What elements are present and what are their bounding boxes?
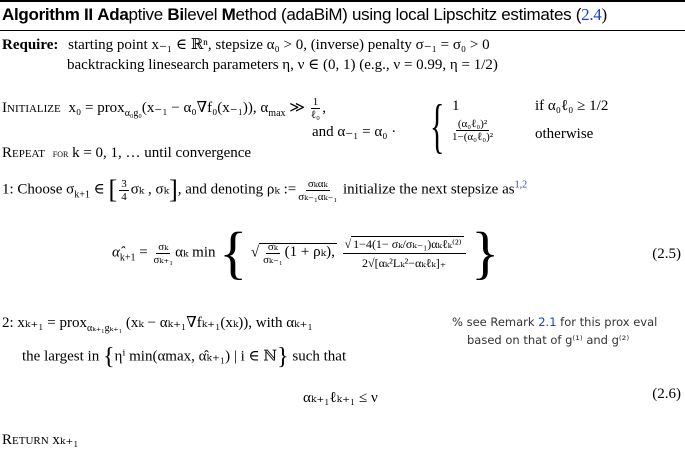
repeat-text: k = 0, 1, … until convergence (72, 145, 252, 161)
frac-den: 4 (121, 190, 127, 203)
require-text-2: backtracking linesearch parameters η, ν ∈ (0, 1) (e.g., ν = 0.99, η = 1/2) (67, 57, 498, 73)
comment-line2: based on that of g⁽¹⁾ and g⁽²⁾ (467, 333, 630, 347)
frac-den: σₖ₋₁αₖ₋₁ (298, 190, 338, 203)
rho-fraction (298, 178, 337, 203)
frac-num: 1 (312, 96, 319, 108)
repeat-line (2, 145, 251, 162)
step2-rest: (xₖ − αₖ₊₁∇fₖ₊₁(xₖ)), with αₖ₊₁ (122, 315, 313, 331)
initialize-line: Initialize x₀ = prox$_{\alpha_0g_0}$(x₋₁ − α₀∇f₀(x₋₁)), $\alpha_{max}$ ≫ $\frac{1}{\text{ℓ₀}}$ , (2, 96, 326, 121)
title-part: M (221, 5, 236, 24)
gg-symbol: ≫ (285, 99, 309, 116)
step1-denoting: , and denoting ρₖ := (177, 181, 297, 198)
initialize-label: Initialize (2, 99, 61, 116)
min-text: αₖ min (175, 244, 216, 261)
sqrt-content: 1−4(1− σₖ/σₖ₋₁)αₖℓₖ⁽²⁾ (353, 236, 462, 251)
equation-2-6: αₖ₊₁ℓₖ₊₁ ≤ ν (303, 390, 378, 406)
largest-text: the largest in (22, 348, 100, 365)
equation-ref-link[interactable]: 2.4 (581, 5, 602, 24)
equals: = (135, 244, 152, 261)
frac-den: σₖ₊₁ (153, 253, 174, 266)
return-line (2, 430, 79, 449)
repeat-label: Repeat (2, 145, 46, 161)
return-label: Return (2, 432, 49, 448)
second-term (343, 235, 466, 272)
case1-condition: if α₀ℓ₀ ≥ 1/2 (535, 98, 609, 114)
alpha-max-sub: max (268, 107, 286, 119)
prox-sub: αₖ₊₁gₖ₊₁ (87, 323, 123, 334)
frac-den: ℓ₀ (310, 109, 321, 121)
step2-line2: the largest in {ηⁱ min(αmax, α̂ₖ₊₁) | i ∈ ℕ} such that (22, 344, 347, 370)
three-quarters (119, 178, 129, 203)
step1-interval: σₖ , σₖ (130, 181, 170, 198)
frac-num: σₖ (158, 240, 169, 253)
title-label: Algorithm II (2, 5, 93, 24)
init-fraction (311, 96, 321, 121)
comment-text: for this prox eval (556, 315, 658, 329)
frac-den: 1−(α₀ℓ₀)² (452, 131, 494, 143)
frac-num: σₖαₖ (307, 177, 328, 190)
step-set: ηⁱ min(αmax, α̂ₖ₊₁) | i ∈ ℕ (114, 348, 278, 365)
step1-line: 1: Choose $\sigma_{k+1}$ ∈ [ $\frac{3}{4}$ σₖ , σₖ], and denoting ρₖ := $\frac{\text{σₖαₖ}}{\text{σₖ₋₁αₖ₋₁}}$ initialize the next stepsize as$^{1,2}$ (2, 175, 528, 204)
title-close: ) (601, 5, 607, 24)
init-expr: x₀ = prox (68, 99, 125, 116)
lhs-sub: k+1 (119, 252, 136, 264)
title-part: level (183, 5, 222, 24)
footnote-link[interactable]: 1,2 (514, 179, 528, 191)
step1-text: Choose σ (17, 181, 75, 198)
require-text-1: starting point x₋₁ ∈ ℝⁿ, stepsize α₀ > 0, (inverse) penalty σ₋₁ = σ₀ > 0 (68, 37, 490, 53)
init-sub: α₀g₀ (124, 107, 142, 119)
equation-number: (2.6) (652, 386, 681, 402)
comment-line1 (452, 315, 657, 329)
require-line (2, 35, 490, 54)
title-part: Ada (97, 5, 129, 24)
frac-den: 2√[αₖ²Lₖ²−αₖℓₖ]₊ (362, 255, 447, 270)
for-label: for (52, 146, 69, 160)
step1-init: initialize the next stepsize as (339, 181, 515, 198)
equation-number: (2.5) (652, 246, 681, 262)
init-and-line: and α₋₁ = α₀ · (312, 124, 397, 140)
title-part: ethod (adaBiM) using local Lipschitz estimates ( (235, 5, 582, 24)
title-part: ptive (128, 5, 168, 24)
step2-line (2, 313, 313, 332)
step-number: 2: (2, 315, 14, 331)
step1-sub: k+1 (74, 189, 90, 201)
alpha-hat: α̂ (112, 244, 120, 261)
top-rule (0, 0, 685, 2)
case1-value: 1 (452, 98, 460, 114)
cases-brace: { (430, 94, 445, 160)
title-part: Bi (167, 5, 184, 24)
step1-in: ∈ (89, 181, 109, 198)
such-that: such that (288, 348, 347, 365)
comment-text: % see Remark (452, 315, 539, 329)
sigma-ratio (153, 241, 173, 266)
sqrt1-rest: (1 + ρₖ), (284, 244, 335, 261)
frac-num: (α₀ℓ₀)² (457, 118, 488, 130)
return-expr: xₖ₊₁ (52, 432, 79, 448)
step2-text: xₖ₊₁ = prox (17, 315, 87, 331)
title-rule (0, 30, 685, 31)
frac-num: σₖ (267, 240, 278, 253)
remark-link[interactable]: 2.1 (538, 315, 557, 329)
case2-fraction (452, 118, 493, 143)
require-label: Require: (2, 37, 59, 53)
frac-num: 3 (121, 177, 127, 190)
case2-condition: otherwise (535, 126, 594, 142)
algorithm-title (2, 5, 607, 25)
step-number: 1: (2, 181, 14, 198)
frac-num: √ 1−4(1− σₖ/σₖ₋₁)αₖℓₖ⁽²⁾ (343, 235, 466, 254)
sqrt1-fraction (263, 241, 283, 266)
init-expr2: (x₋₁ − α₀∇f₀(x₋₁)), α (141, 99, 269, 116)
equation-2-5: $\alphâ_{k+1}$ = $\frac{\text{σₖ}}{\text{σₖ₊₁}}$ αₖ min { √ $\frac{\text{σₖ}}{\text{σₖ₋₁}}$ (1 + ρₖ), $\frac{\text{√ 1−4(1− σₖ/σₖ₋₁)αₖℓₖ⁽²⁾}}{\text{2√[αₖ²Lₖ²−αₖℓₖ]₊}}$ } (112, 220, 500, 285)
frac-den: σₖ₋₁ (263, 253, 283, 266)
